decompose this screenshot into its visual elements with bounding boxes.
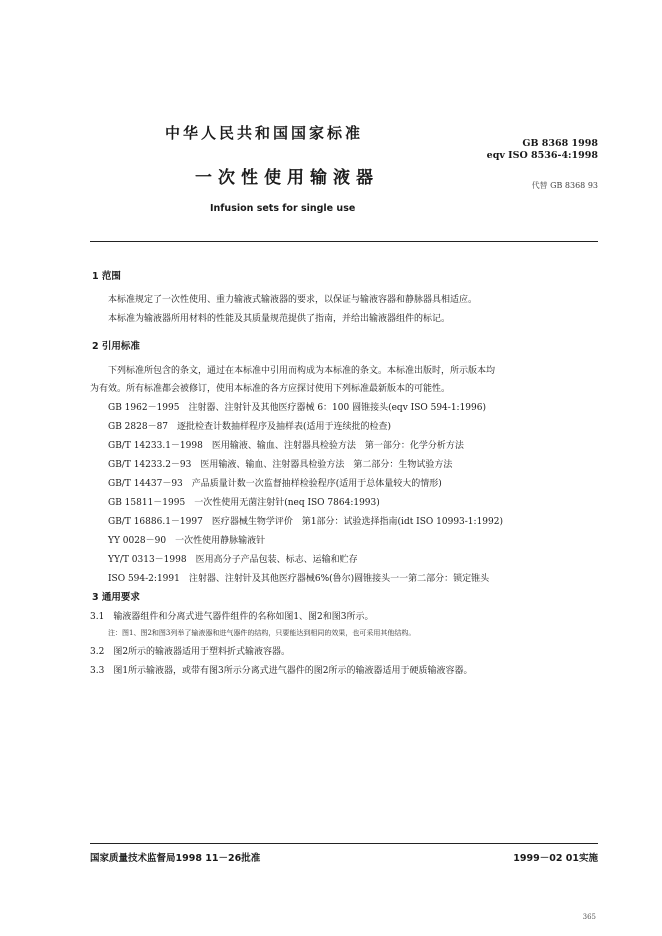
standard-codes	[487, 138, 598, 162]
reference-5: GB/T 14437－93 产品质量计数一次监督抽样检验程序(适用于总体量较大的情形)	[108, 479, 442, 489]
reference-9: YY/T 0313－1998 医用高分子产品包装、标志、运输和贮存	[108, 555, 358, 565]
replaces-note: 代替 GB 8368 93	[531, 181, 598, 190]
footer-rule	[90, 843, 598, 844]
approval-date: 国家质量技术监督局1998 11－26批准	[90, 853, 261, 864]
reference-6: GB 15811－1995 一次性使用无菌注射针(neq ISO 7864:1993)	[108, 498, 380, 508]
reference-8: YY 0028－90 一次性使用静脉输液针	[108, 536, 266, 546]
section-1-para-1: 本标准规定了一次性使用、重力输液式输液器的要求，以保证与输液容器和静脉器具相适应。	[108, 295, 478, 305]
effective-date: 1999－02 01实施	[513, 853, 598, 864]
section-3-heading: 3 通用要求	[92, 592, 140, 603]
eqv-code: eqv ISO 8536-4:1998	[486, 150, 598, 161]
reference-10: ISO 594-2:1991 注射器、注射针及其他医疗器械6%(鲁尔)圆锥接头一一第二部分：锁定锥头	[108, 574, 490, 584]
reference-3: GB/T 14233.1－1998 医用输液、输血、注射器具检验方法 第一部分：化学分析方法	[108, 441, 464, 451]
section-2-heading: 2 引用标准	[92, 341, 140, 352]
clause-3-1: 3.1 输液器组件和分离式进气器件组件的名称如图1、图2和图3所示。	[90, 612, 374, 622]
section-2-intro-2: 为有效。所有标准都会被修订，使用本标准的各方应探讨使用下列标准最新版本的可能性。	[90, 384, 451, 394]
section-1-para-2: 本标准为输液器所用材料的性能及其质量规范提供了指南，并给出输液器组件的标记。	[108, 314, 451, 324]
clause-3-3: 3.3 图1所示输液器，或带有图3所示分离式进气器件的图2所示的输液器适用于硬质输液容器。	[90, 666, 473, 676]
header-rule	[90, 241, 598, 242]
page-number: 365	[582, 913, 596, 921]
reference-2: GB 2828－87 逐批检查计数抽样程序及抽样表(适用于连续批的检查)	[108, 422, 392, 432]
clause-3-1-note: 注：图1、图2和图3列举了输液器和进气器件的结构，只要能达到相同的效果，也可采用其他结构。	[108, 629, 416, 637]
document-title: 一次性使用输液器	[195, 168, 379, 188]
reference-1: GB 1962－1995 注射器、注射针及其他医疗器械 6：100 圆锥接头(eqv ISO 594-1:1996)	[108, 403, 486, 413]
reference-4: GB/T 14233.2－93 医用输液、输血、注射器具检验方法 第二部分：生物试验方法	[108, 460, 453, 470]
section-2-intro-1: 下列标准所包含的条文，通过在本标准中引用而构成为本标准的条文。本标准出版时，所示版本均	[108, 366, 496, 376]
issuing-org: 中华人民共和国国家标准	[165, 124, 364, 142]
reference-7: GB/T 16886.1－1997 医疗器械生物学评价 第1部分：试验选择指南(idt ISO 10993-1:1992)	[108, 517, 503, 527]
english-title: Infusion sets for single use	[210, 203, 356, 214]
section-1-heading: 1 范围	[92, 271, 121, 282]
gb-code: GB 8368 1998	[522, 138, 598, 149]
clause-3-2: 3.2 图2所示的输液器适用于塑料折式输液容器。	[90, 647, 291, 657]
